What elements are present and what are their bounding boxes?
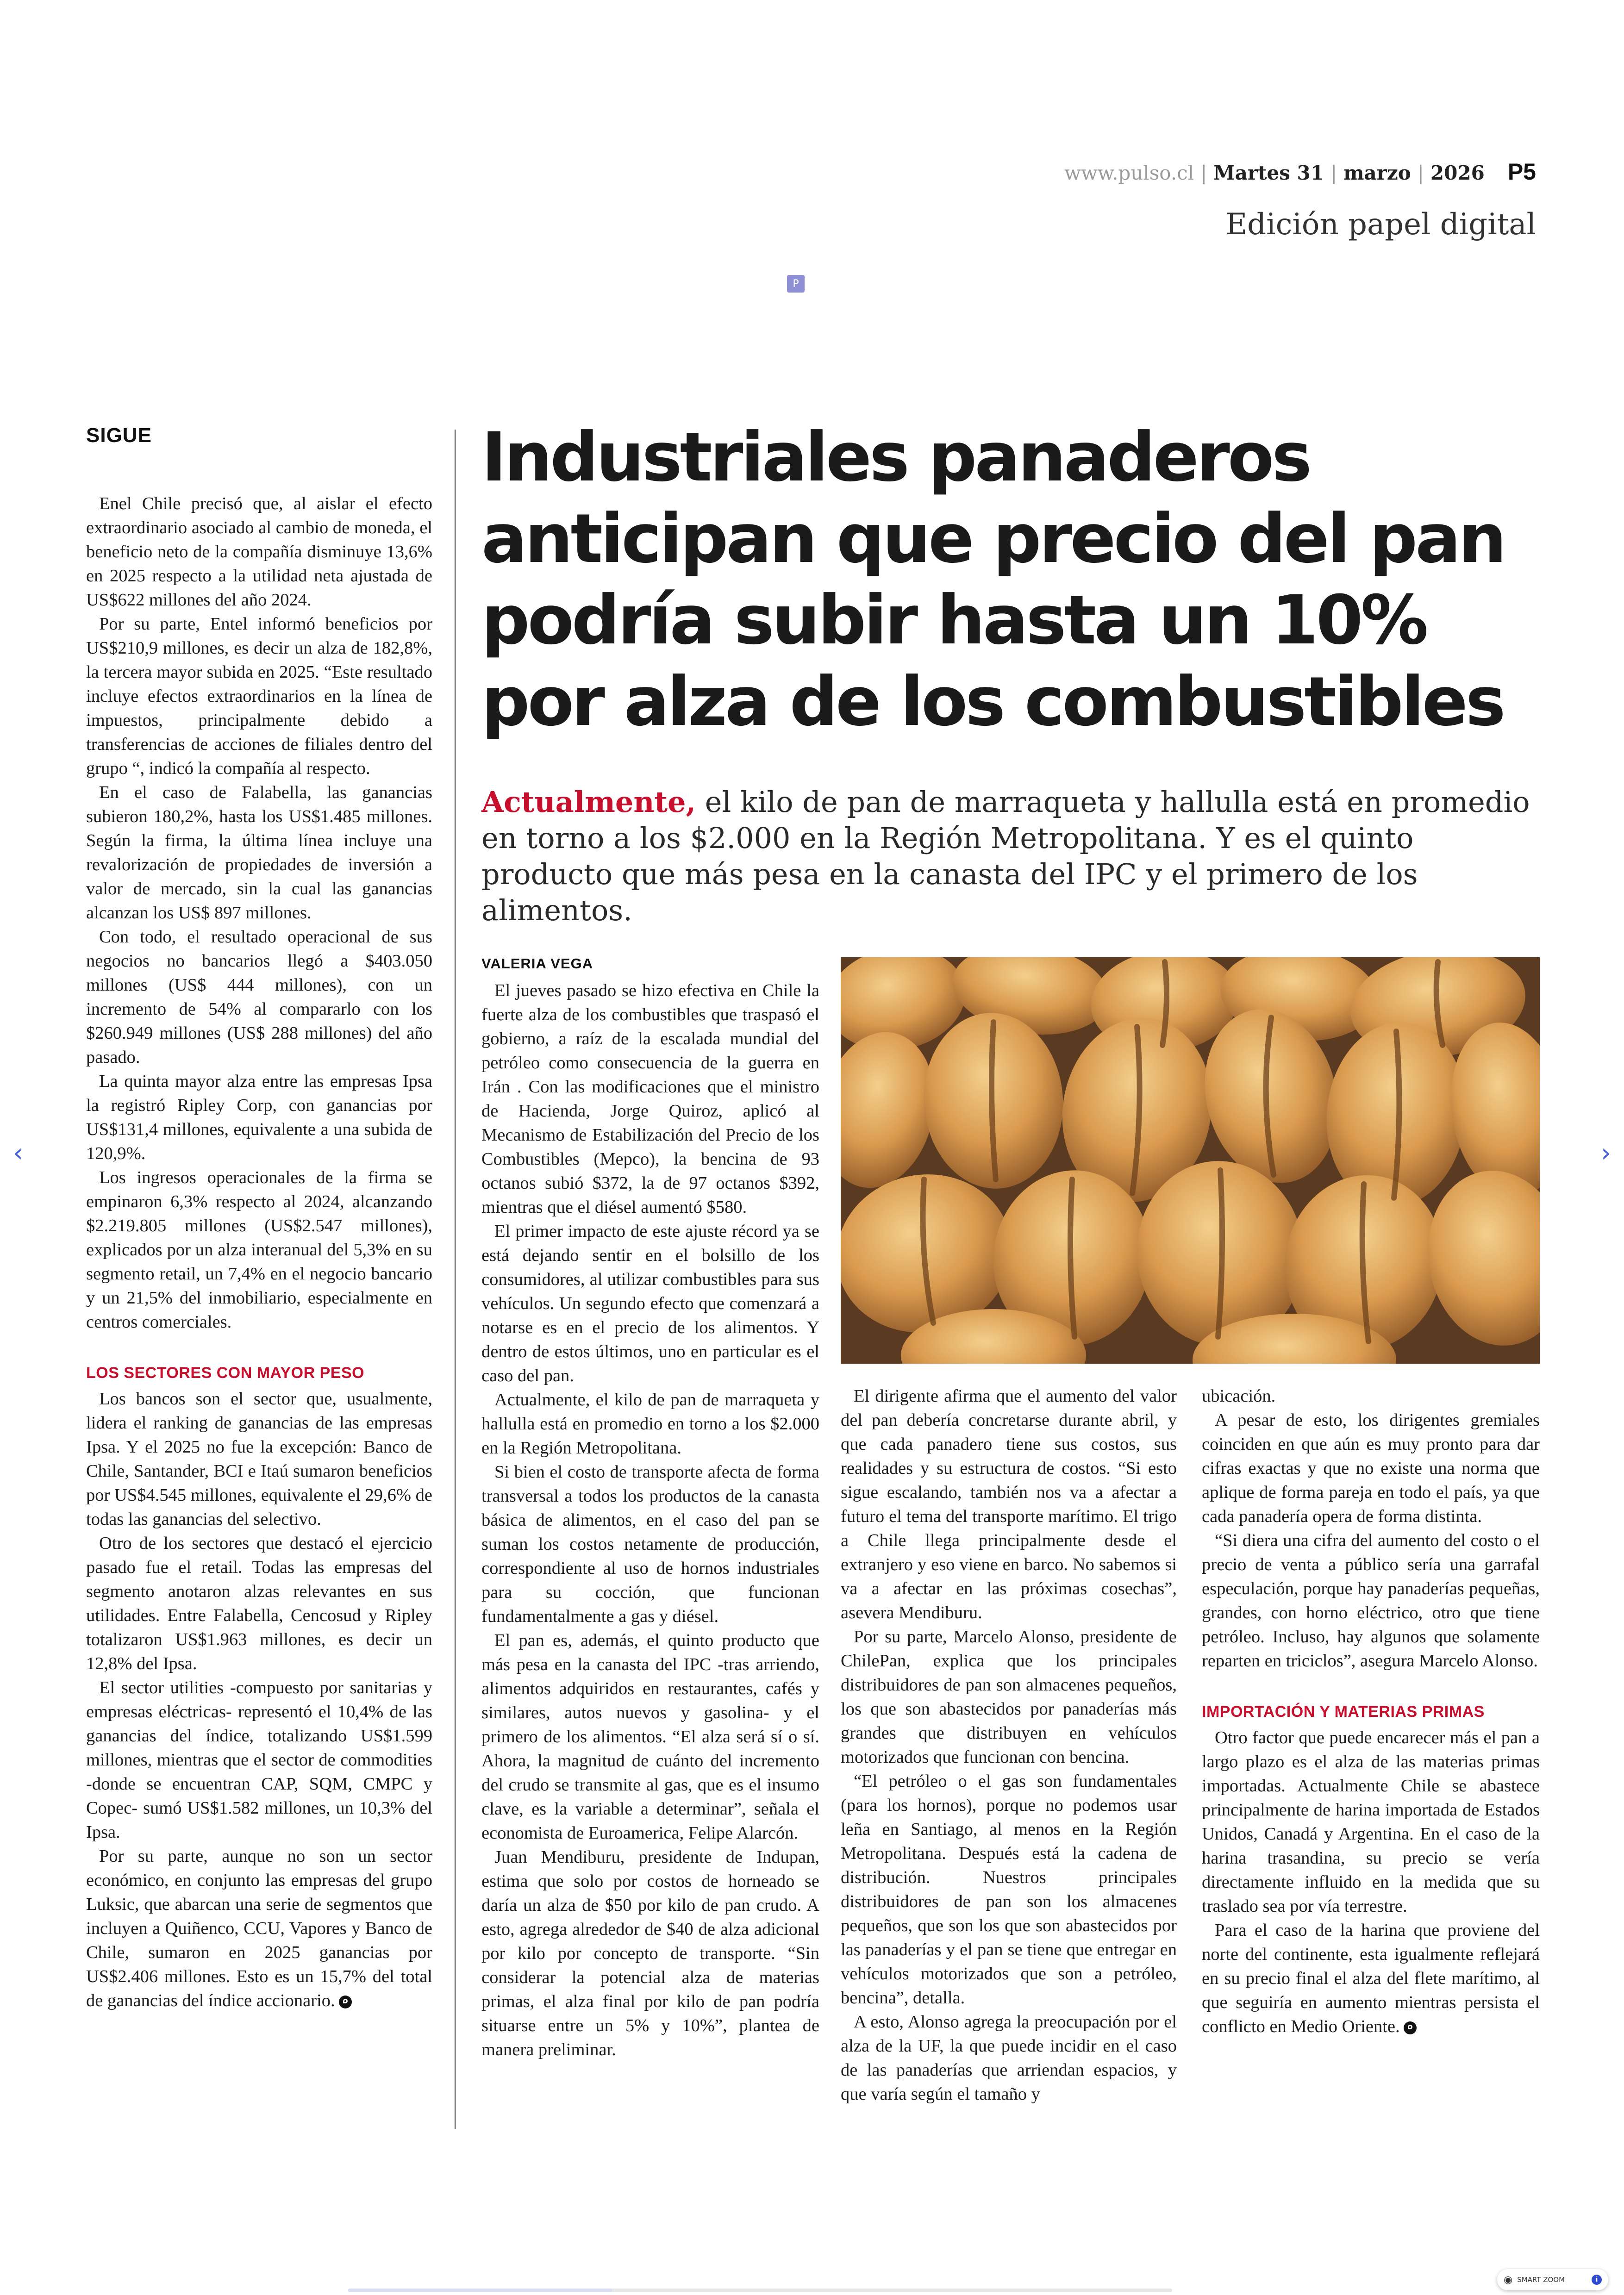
edition-label: Edición papel digital [1225, 207, 1536, 242]
paragraph: Actualmente, el kilo de pan de marraqueta y hallulla está en promedio en torno a los $2.000 en la Región Metropolitana. [481, 1390, 819, 1458]
article-subhead: IMPORTACIÓN Y MATERIAS PRIMAS [1202, 1703, 1485, 1721]
header-weekday: Martes 31 [1213, 162, 1324, 184]
paragraph: Si bien el costo de transporte afecta de forma transversal a todos los productos de la canasta básica de alimentos, en el caso del pan se suman los costos netamente de producción, correspondiente al uso de hornos industriales para su cocción, que funcionan fundamentalmente a gas y diésel. [481, 1462, 819, 1626]
page-number: P5 [1507, 159, 1536, 185]
paragraph: El sector utilities -compuesto por sanitarias y empresas eléctricas- representó el 10,4% de las ganancias del índice, totalizando US$1.599 millones, mientras que el sector de commodities -donde se encuentran CAP, SQM, CMPC y Copec- sumó US$1.582 millones, un 10,3% del Ipsa. [86, 1678, 432, 1842]
paragraph: En el caso de Falabella, las ganancias subieron 180,2%, hasta los US$1.485 millones. Según la firma, la última línea incluye una revalorización de propiedades de inversión a valor de mercado, sin la cual las ganancias alcanzan los US$ 897 millones. [86, 783, 432, 923]
col3-first: ubicación. [1202, 1386, 1276, 1406]
col3-last-paragraph [1202, 1918, 1540, 2039]
paragraph: Otro factor que puede encarecer más el pan a largo plazo es el alza de las materias primas importadas. Actualmente Chile se abastece principalmente de harina importada de Estados Unidos, Canadá y Argentina. En el caso de la harina trasandina, su precio se vería directamente influido en la medida que su traslado sea por vía terrestre. [1202, 1728, 1540, 1916]
paragraph: Por su parte, Marcelo Alonso, presidente de ChilePan, explica que los principales distribuidores de pan son almacenes pequeños, los que son abastecidos por panaderías más grandes que distribuyen en vehículos motorizados que funcionan con bencina. [841, 1627, 1177, 1767]
left-subhead: LOS SECTORES CON MAYOR PESO [86, 1364, 365, 1382]
article-column-3 [1202, 1384, 1540, 2039]
bread-photo [841, 957, 1540, 1364]
paragraph: Los bancos son el sector que, usualmente, lidera el ranking de ganancias de las empresas Ipsa. Y el 2025 no fue la excepción: Banco de Chile, Santander, BCI e Itaú sumaron beneficios por US$4.545 millones, equivalente el 29,6% de todas las ganancias del selectivo. [86, 1389, 432, 1529]
article-deck [481, 784, 1532, 929]
paragraph: Juan Mendiburu, presidente de Indupan, estima que solo por costos de horneado se daría un alza de $50 por kilo de pan crudo. A esto, agrega alrededor de $40 de alza adicional por kilo por concepto de transporte. “Sin considerar la potencial alza de materias primas, el alza final por kilo de pan podría situarse entre un 5% y 10%”, plantea de manera preliminar. [481, 1847, 819, 2059]
paragraph: El pan es, además, el quinto producto que más pesa en la canasta del IPC -tras arriendo, alimentos adquiridos en restaurantes, cafés y similares, autos nuevos y gasolina- y el primero de los alimentos. “El alza será sí o sí. Ahora, la magnitud de cuánto del incremento del crudo se transmite al gas, que es el insumo clave, es la variable a determinar”, señala el economista de Euroamerica, Felipe Alarcón. [481, 1631, 819, 1843]
paragraph: “Si diera una cifra del aumento del costo o el precio de venta a público sería una garrafal especulación, porque hay panaderías pequeñas, grandes, con horno eléctrico, otro que tiene petróleo. Incluso, hay algunos que solamente reparten en triciclos”, asegura Marcelo Alonso. [1202, 1531, 1540, 1671]
reading-progress-bar[interactable] [348, 2289, 1172, 2292]
col3-paragraphs-b [1202, 1726, 1540, 1918]
paragraph: Los ingresos operacionales de la firma se empinaron 6,3% respecto al 2024, alcanzando $2.219.805 millones (US$2.547 millones), explicados por un alza interanual del 5,3% en su segmento retail, un 7,4% en el negocio bancario y un 21,5% del inmobiliario, especialmente en centros comerciales. [86, 1168, 432, 1332]
info-icon[interactable]: i [1592, 2275, 1602, 2285]
paragraph: “El petróleo o el gas son fundamentales (para los hornos), porque no podemos usar leña en Santiago, al menos en la Región Metropolitana. Después está la cadena de distribución. Nuestros principales distribuidores de pan son los almacenes pequeños, que son los que son abastecidos por las panaderías y el pan se tiene que entregar en vehículos motorizados que son a petróleo, bencina”, detalla. [841, 1771, 1177, 2008]
col3-paragraphs-a [1202, 1408, 1540, 1673]
end-mark-icon [1404, 2021, 1417, 2034]
left-paragraphs-1 [86, 492, 432, 1334]
end-mark-icon [339, 1996, 352, 2008]
reading-progress-fill [348, 2289, 612, 2292]
paragraph: Enel Chile precisó que, al aislar el efecto extraordinario asociado al cambio de moneda, el beneficio neto de la compañía disminuye 13,6% en 2025 respecto a la utilidad neta ajustada de US$622 millones del año 2024. [86, 494, 432, 610]
paragraph: A pesar de esto, los dirigentes gremiales coinciden en que aún es muy pronto para dar cifras exactas y que no existe una norma que aplique de forma pareja en todo el país, ya que cada panadería opera de forma distinta. [1202, 1410, 1540, 1526]
header-year: 2026 [1430, 162, 1485, 184]
paragraph: A esto, Alonso agrega la preocupación por el alza de la UF, la que puede incidir en el caso de las panaderías que arriendan espacios, y que varía según el tamaño y [841, 2012, 1177, 2104]
paragraph: Por su parte, Entel informó beneficios por US$210,9 millones, es decir un alza de 182,8%, la tercera mayor subida en 2025. “Este resultado incluye efectos extraordinarios en la línea de impuestos, principalmente debido a transferencias de acciones de filiales dentro del grupo “, indicó la compañía al respecto. [86, 614, 432, 778]
sigue-label: SIGUE [86, 424, 152, 447]
paragraph: El primer impacto de este ajuste récord ya se está dejando sentir en el bolsillo de los consumidores, al utilizar combustibles para sus vehículos. Un segundo efecto que comenzará a notarse es en el precio de los alimentos. Y dentro de estos últimos, uno en particular es el caso del pan. [481, 1222, 819, 1385]
left-paragraphs-2 [86, 1387, 432, 1844]
article-headline: Industriales panaderos anticipan que precio del pan podría subir hasta un 10% por alza de los combustibles [481, 418, 1505, 741]
header-month: marzo [1343, 162, 1411, 184]
left-column [86, 492, 432, 2013]
deck-text: el kilo de pan de marraqueta y hallulla está en promedio en torno a los $2.000 en la Región Metropolitana. Y es el quinto producto que más pesa en la canasta del IPC y el primero de los alimentos. [481, 785, 1530, 927]
article-column-2 [841, 1384, 1177, 2106]
left-last-text: Por su parte, aunque no son un sector económico, en conjunto las empresas del grupo Luksic, que abarcan una serie de segmentos que incluyen a Quiñenco, CCU, Vapores y Banco de Chile, sumaron en 2025 ganancias por US$2.406 millones. Esto es un 15,7% del total de ganancias del índice accionario. [86, 1846, 432, 2010]
separator: | [1330, 162, 1337, 184]
separator: | [1417, 162, 1424, 184]
article-column-1 [481, 979, 819, 2062]
eye-icon: ◉ [1504, 2274, 1513, 2286]
next-page-arrow-icon[interactable]: › [1601, 1138, 1611, 1167]
smart-zoom-button[interactable] [1497, 2269, 1608, 2290]
separator: | [1200, 162, 1207, 184]
paragraph: El dirigente afirma que el aumento del valor del pan debería concretarse durante abril, y que cada panadero tiene sus costos, sus realidades y su estructura de costos. “Si esto sigue escalando, también nos va a afectar a futuro el tema del transporte marítimo. El trigo a Chile llega principalmente desde el extranjero y eso viene en barco. No sabemos si va a afectar en las próximas cosechas”, asevera Mendiburu. [841, 1386, 1177, 1622]
paragraph: Otro de los sectores que destacó el ejercicio pasado fue el retail. Todas las empresas del segmento anotaron alzas relevantes en sus utilidades. Entre Falabella, Cencosud y Ripley totalizaron US$1.963 millones, es decir un 12,8% del Ipsa. [86, 1534, 432, 1673]
page-header [1064, 158, 1536, 185]
deck-lead: Actualmente, [481, 785, 696, 819]
byline: VALERIA VEGA [481, 955, 593, 972]
paragraph: El jueves pasado se hizo efectiva en Chile la fuerte alza de los combustibles que traspasó el gobierno, a raíz de la escalada mundial del petróleo como consecuencia de la guerra en Irán . Con las modificaciones que el ministro de Hacienda, Jorge Quiroz, aplicó al Mecanismo de Estabilización del Precio de los Combustibles (Mepco), la bencina de 93 octanos subió $372, la de 97 octanos $392, mientras que el diésel aumentó $580. [481, 981, 819, 1217]
site-url[interactable]: www.pulso.cl [1064, 162, 1194, 184]
column-divider [455, 430, 456, 2129]
prev-page-arrow-icon[interactable]: ‹ [13, 1138, 23, 1167]
smart-zoom-label: SMART ZOOM [1517, 2276, 1565, 2284]
paragraph: La quinta mayor alza entre las empresas Ipsa la registró Ripley Corp, con ganancias por US$131,4 millones, equivalente a una subida de 120,9%. [86, 1072, 432, 1163]
paragraph: Con todo, el resultado operacional de sus negocios no bancarios llegó a $403.050 millones (US$ 444 millones), con un incremento de 54% al compararlo con los $260.949 millones (US$ 288 millones) del año pasado. [86, 927, 432, 1067]
col3-last-text: Para el caso de la harina que proviene del norte del continente, esta igualmente reflejará en su precio final el alza del flete marítimo, al que seguiría en aumento mientras persista el conflicto en Medio Oriente. [1202, 1921, 1540, 2036]
left-last-paragraph [86, 1844, 432, 2013]
pulso-mark-icon: P [787, 275, 805, 293]
